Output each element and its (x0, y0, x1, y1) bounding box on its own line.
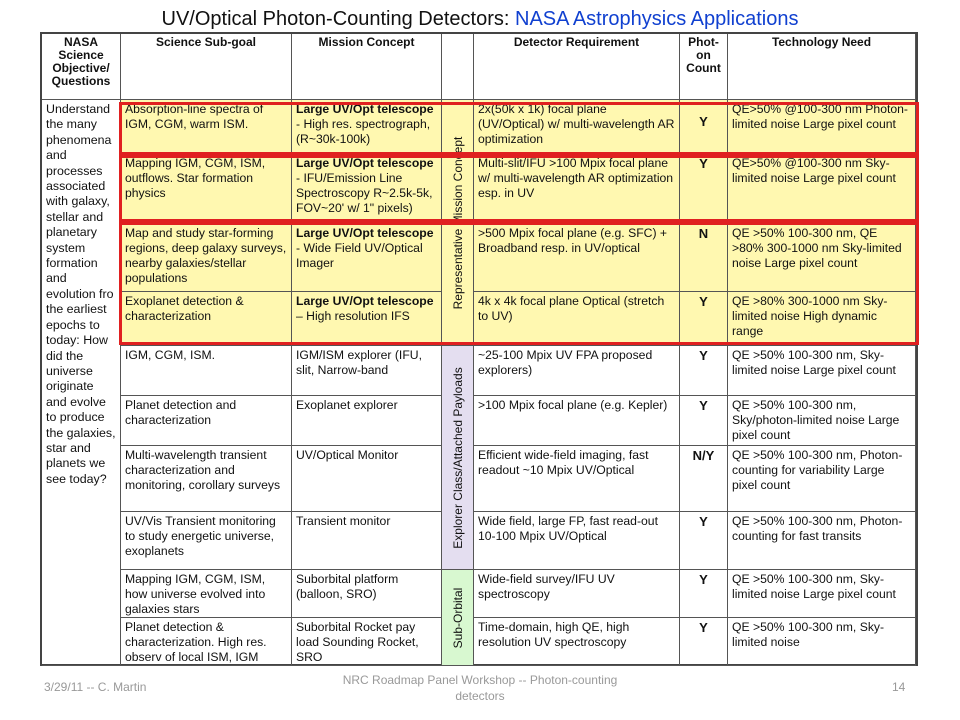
table-row-photon: Y (680, 512, 728, 570)
table-row-requirement: 2x(50k x 1k) focal plane (UV/Optical) w/ multi-wavelength AR optimization (474, 100, 680, 154)
table-row-subgoal: Map and study star-forming regions, deep galaxy surveys, nearby galaxies/stellar populations (121, 224, 292, 292)
table-row-mission (292, 100, 442, 154)
header-requirement: Detector Requirement (474, 34, 680, 100)
slide-title-part2: NASA Astrophysics Applications (515, 8, 799, 30)
table-row-photon: N (680, 224, 728, 292)
table-row-photon: Y (680, 570, 728, 618)
category-representative-label: Representative Mission Concept (450, 136, 465, 309)
table-row-subgoal: Mapping IGM, CGM, ISM, outflows. Star formation physics (121, 154, 292, 224)
table-row-photon: Y (680, 100, 728, 154)
category-suborbital (442, 570, 474, 666)
table-row-mission: Suborbital Rocket pay load Sounding Rocket, SRO (292, 618, 442, 666)
mission-detail: – High resolution IFS (296, 309, 410, 323)
table-row-requirement: 4k x 4k focal plane Optical (stretch to UV) (474, 292, 680, 346)
table-row-subgoal: IGM, CGM, ISM. (121, 346, 292, 396)
table-row-subgoal: Planet detection & characterization. High res. observ of local ISM, IGM (121, 618, 292, 666)
table-row-need: QE >50% 100-300 nm, Photon-counting for fast transits (728, 512, 916, 570)
mission-detail: - Wide Field UV/Optical Imager (296, 241, 423, 270)
table-row-requirement: Efficient wide-field imaging, fast readout ~10 Mpix UV/Optical (474, 446, 680, 512)
header-mission: Mission Concept (292, 34, 442, 100)
category-explorer-label: Explorer Class/Attached Payloads (450, 366, 465, 549)
table-row-mission: UV/Optical Monitor (292, 446, 442, 512)
footer-page-number: 14 (892, 680, 906, 694)
objective-text: Understand the many phenomena and processes associated with galaxy, stellar and planetary system formation and evolution fro the earliest epochs to today: How did the universe originate and evolve to produce the galaxies, star and planets we see today? (42, 100, 121, 666)
table-row-need: QE >80% 300-1000 nm Sky-limited noise High dynamic range (728, 292, 916, 346)
slide-title-part1: UV/Optical Photon-Counting Detectors: (161, 8, 516, 30)
footer-date: 3/29/11 -- C. Martin (44, 680, 147, 694)
mission-bold: Large UV/Opt telescope (296, 226, 434, 240)
table-row-subgoal: Absorption-line spectra of IGM, CGM, warm ISM. (121, 100, 292, 154)
header-photon: Phot-on Count (680, 34, 728, 100)
mission-detail: - IFU/Emission Line Spectroscopy R~2.5k-5k, FOV~20' w/ 1" pixels) (296, 171, 433, 215)
table-row-need: QE >50% 100-300 nm, Sky/photon-limited noise Large pixel count (728, 396, 916, 446)
table-row-requirement: Multi-slit/IFU >100 Mpix focal plane w/ multi-wavelength AR optimization esp. in UV (474, 154, 680, 224)
mission-bold: Large UV/Opt telescope (296, 102, 434, 116)
table-row-subgoal: Planet detection and characterization (121, 396, 292, 446)
table-row-photon: Y (680, 396, 728, 446)
table-row-photon: Y (680, 618, 728, 666)
table-row-subgoal: Multi-wavelength transient characterization and monitoring, corollary surveys (121, 446, 292, 512)
table-row-mission: IGM/ISM explorer (IFU, slit, Narrow-band (292, 346, 442, 396)
table-row-mission: Exoplanet explorer (292, 396, 442, 446)
category-suborbital-label: Sub-Orbital (450, 587, 465, 648)
slide-title (0, 8, 960, 31)
footer-center: NRC Roadmap Panel Workshop -- Photon-counting detectors (342, 673, 618, 703)
category-representative (442, 100, 474, 346)
header-need: Technology Need (728, 34, 916, 100)
table-row-photon: Y (680, 346, 728, 396)
mission-detail: - High res. spectrograph, (R~30k-100k) (296, 117, 431, 146)
table-row-requirement: Time-domain, high QE, high resolution UV spectroscopy (474, 618, 680, 666)
table-row-need: QE>50% @100-300 nm Sky-limited noise Large pixel count (728, 154, 916, 224)
header-category-blank (442, 34, 474, 100)
table-row-subgoal: Mapping IGM, CGM, ISM, how universe evolved into galaxies stars (121, 570, 292, 618)
table-row-need: QE >50% 100-300 nm, QE >80% 300-1000 nm Sky-limited noise Large pixel count (728, 224, 916, 292)
table-row-need: QE >50% 100-300 nm, Sky-limited noise Large pixel count (728, 346, 916, 396)
header-subgoal: Science Sub-goal (121, 34, 292, 100)
table-row-subgoal: Exoplanet detection & characterization (121, 292, 292, 346)
table-row-need: QE >50% 100-300 nm, Sky-limited noise Large pixel count (728, 570, 916, 618)
table-row-photon: N/Y (680, 446, 728, 512)
table-row-mission (292, 224, 442, 292)
table-row-requirement: >100 Mpix focal plane (e.g. Kepler) (474, 396, 680, 446)
table-row-mission: Suborbital platform (balloon, SRO) (292, 570, 442, 618)
category-explorer (442, 346, 474, 570)
mission-bold: Large UV/Opt telescope (296, 156, 434, 170)
table-row-mission (292, 154, 442, 224)
table-row-need: QE >50% 100-300 nm, Photon-counting for variability Large pixel count (728, 446, 916, 512)
table-row-photon: Y (680, 154, 728, 224)
table-row-mission (292, 292, 442, 346)
table-row-mission: Transient monitor (292, 512, 442, 570)
table-row-need: QE >50% 100-300 nm, Sky-limited noise (728, 618, 916, 666)
table-row-need: QE>50% @100-300 nm Photon-limited noise Large pixel count (728, 100, 916, 154)
table-row-requirement: Wide field, large FP, fast read-out 10-100 Mpix UV/Optical (474, 512, 680, 570)
table-row-subgoal: UV/Vis Transient monitoring to study energetic universe, exoplanets (121, 512, 292, 570)
table-row-requirement: Wide-field survey/IFU UV spectroscopy (474, 570, 680, 618)
mission-bold: Large UV/Opt telescope (296, 294, 434, 308)
table-row-photon: Y (680, 292, 728, 346)
requirements-table (40, 32, 918, 666)
table-row-requirement: >500 Mpix focal plane (e.g. SFC) + Broadband resp. in UV/optical (474, 224, 680, 292)
header-objective: NASA Science Objective/ Questions (42, 34, 121, 100)
table-row-requirement: ~25-100 Mpix UV FPA proposed explorers) (474, 346, 680, 396)
